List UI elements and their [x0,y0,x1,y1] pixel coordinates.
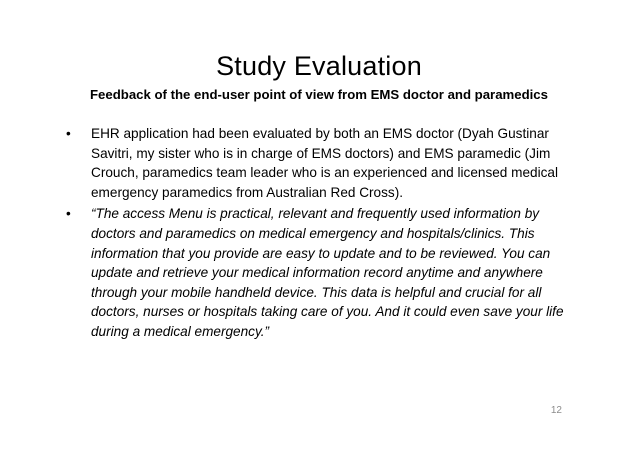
bullet-item-evaluation [66,124,566,202]
slide-title: Study Evaluation [216,51,422,81]
bullet-list [66,124,566,344]
slide-subtitle: Feedback of the end-user point of view from EMS doctor and paramedics [90,87,548,102]
bullet-text: EHR application had been evaluated by both an EMS doctor (Dyah Gustinar Savitri, my sister who is in charge of EMS doctors) and EMS paramedic (Jim Crouch, paramedics team leader who is an experienced and licensed medical emergency paramedics from Australian Red Cross). [91,126,558,200]
bullet-dot-icon: • [66,126,71,141]
bullet-quote-text: “The access Menu is practical, relevant and frequently used information by doctors and paramedics on medical emergency and hospitals/clinics. This information that you provide are easy to update and to be reviewed. You can update and retrieve your medical information record anytime and anywhere through your mobile handheld device. This data is helpful and crucial for all doctors, nurses or hospitals taking care of you. And it could even save your life during a medical emergency.” [91,206,564,339]
bullet-dot-icon: • [66,206,71,222]
bullet-item-quote [66,204,566,341]
page-number: 12 [550,405,562,416]
